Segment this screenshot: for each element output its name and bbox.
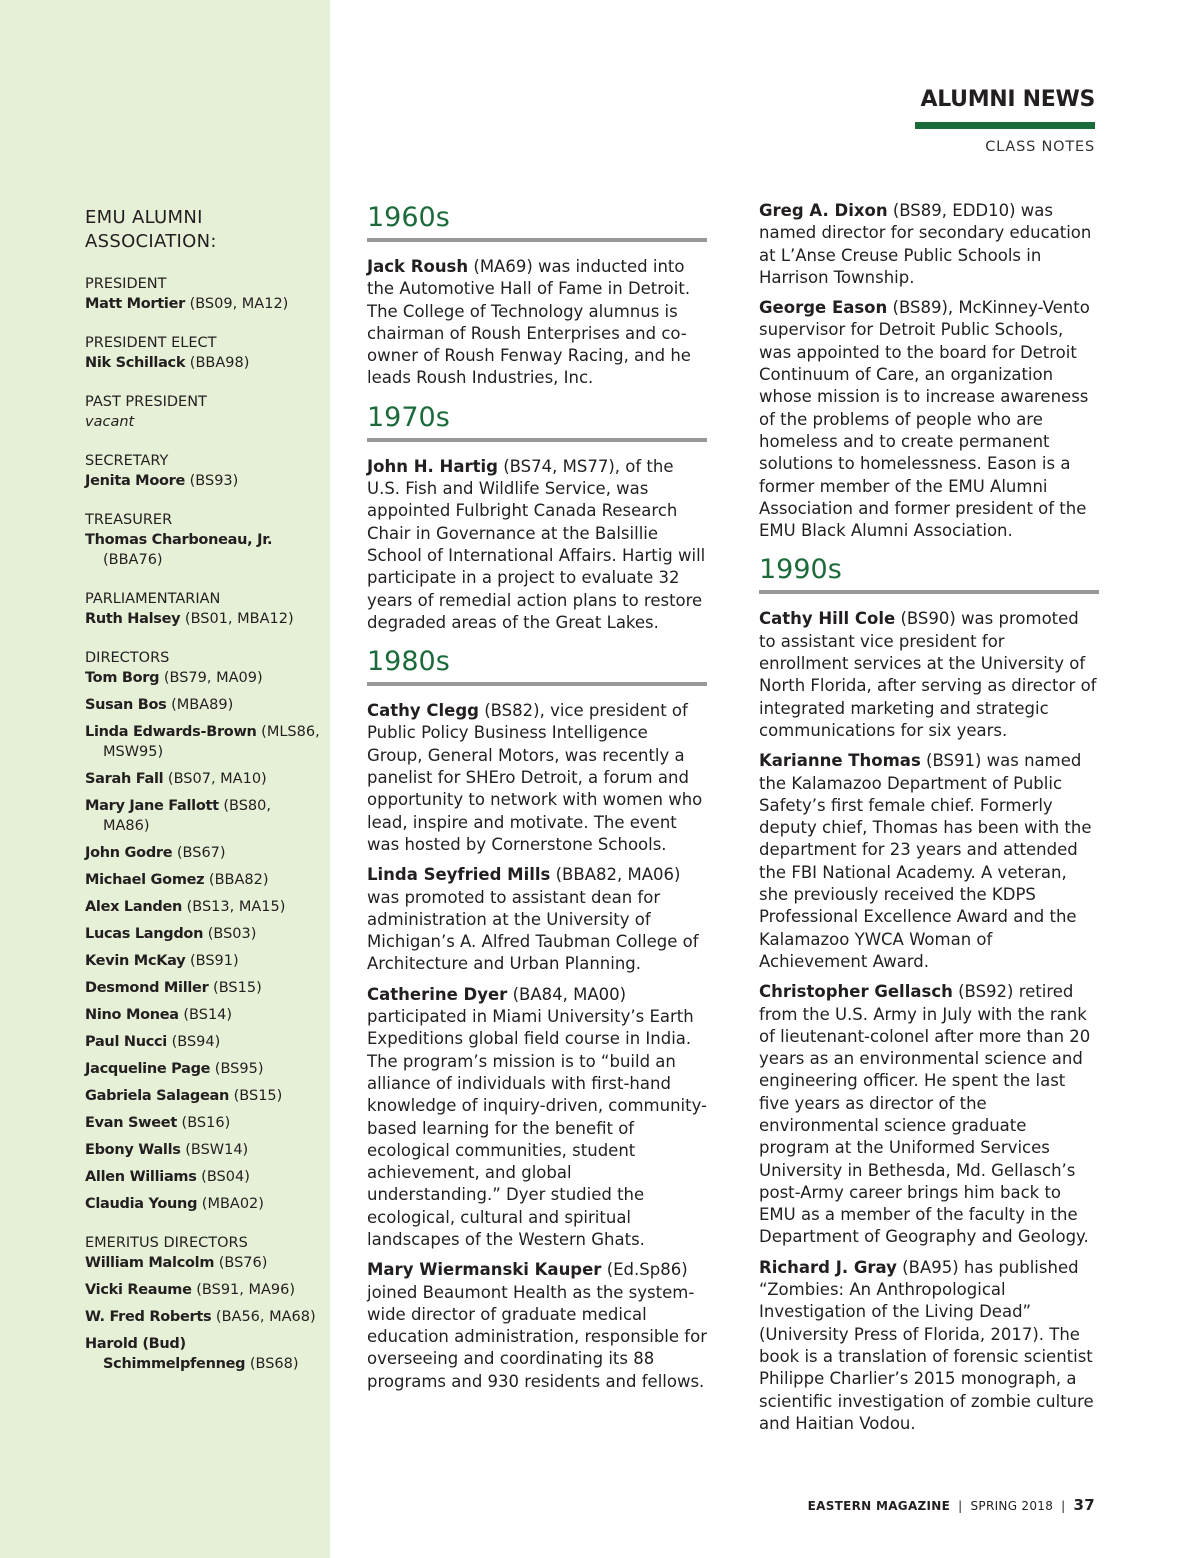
- title-underline: [915, 122, 1095, 129]
- masthead: [915, 86, 1095, 155]
- footer-separator: |: [958, 1499, 963, 1513]
- member-degrees: (BS15): [208, 980, 262, 996]
- officer-groups: [85, 274, 321, 1374]
- officer-entry: [85, 951, 321, 971]
- alumnus-name: Cathy Hill Cole: [759, 609, 896, 629]
- note-text: (BA84, MA00) participated in Miami University’s Earth Expeditions global field course in India. The program’s mission is to “build an alliance of individuals with first-hand knowledge of inquiry-driven, community-based learning for the benefit of ecological communities, student achievement, and global understanding.” Dyer studied the ecological, cultural and spiritual landscapes of the Western Ghats.: [367, 984, 708, 1249]
- officer-role: PARLIAMENTARIAN: [85, 591, 221, 607]
- member-degrees: (BS76): [214, 1255, 268, 1271]
- officer-entry: [85, 1307, 321, 1327]
- alumnus-name: Jack Roush: [367, 257, 469, 276]
- member-degrees: (BS13, MA15): [182, 899, 286, 915]
- decade-heading: 1970s: [367, 400, 707, 442]
- officer-entry: [85, 722, 321, 762]
- officer-group: [85, 1233, 321, 1374]
- officer-entry: [85, 1059, 321, 1079]
- member-name: Michael Gomez: [85, 872, 205, 888]
- member-name: Claudia Young: [85, 1196, 198, 1212]
- alumnus-name: Mary Wiermanski Kauper: [367, 1260, 602, 1280]
- class-note: [759, 1257, 1099, 1435]
- class-note: [367, 456, 707, 634]
- member-degrees: (BS09, MA12): [184, 296, 289, 312]
- decade-section: [759, 200, 1099, 542]
- member-name: Vicki Reaume: [85, 1282, 192, 1298]
- decade-heading: 1960s: [367, 200, 707, 242]
- class-note: [367, 984, 707, 1252]
- member-degrees: (BS95): [210, 1061, 264, 1077]
- member-degrees: (BS01, MBA12): [180, 611, 294, 627]
- officer-entry: [85, 695, 321, 715]
- officer-entry: [85, 843, 321, 863]
- class-note: [759, 750, 1099, 973]
- officer-entry: [85, 1167, 321, 1187]
- magazine-name: EASTERN MAGAZINE: [807, 1499, 951, 1513]
- member-degrees: (BS03): [203, 926, 257, 942]
- officer-role: EMERITUS DIRECTORS: [85, 1235, 248, 1251]
- alumnus-name: George Eason: [759, 298, 888, 318]
- officer-group: [85, 274, 321, 314]
- member-name: Evan Sweet: [85, 1115, 177, 1131]
- member-name: Harold (Bud) Schimmelpfenneg: [85, 1336, 246, 1372]
- class-note: [759, 297, 1099, 542]
- member-name: Gabriela Salagean: [85, 1088, 230, 1104]
- class-note: [367, 1259, 707, 1393]
- note-text: (BA95) has published “Zombies: An Anthropological Investigation of the Living Dead” (University Press of Florida, 2017). The book is a translation of forensic scientist Philippe Charlier’s 2015 monograph, a scientific investigation of zombie culture and Haitian Vodou.: [759, 1257, 1094, 1433]
- member-degrees: (BS91): [185, 953, 239, 969]
- officer-group: [85, 510, 321, 570]
- member-name: Kevin McKay: [85, 953, 186, 969]
- officer-entry: [85, 1086, 321, 1106]
- officer-entry: [85, 530, 321, 570]
- alumnus-name: Greg A. Dixon: [759, 201, 888, 220]
- officer-role: PAST PRESIDENT: [85, 394, 207, 410]
- member-name: Jenita Moore: [85, 473, 186, 489]
- page-number: 37: [1073, 1496, 1095, 1514]
- officer-entry: [85, 1140, 321, 1160]
- member-name: Paul Nucci: [85, 1034, 167, 1050]
- alumnus-name: Christopher Gellasch: [759, 982, 953, 1002]
- decade-heading: 1990s: [759, 552, 1099, 594]
- member-degrees: (BS91, MA96): [191, 1282, 296, 1298]
- officer-group: [85, 648, 321, 1214]
- officer-entry: [85, 1280, 321, 1300]
- member-degrees: (MBA89): [166, 697, 234, 713]
- class-note: [759, 981, 1099, 1249]
- officer-entry: [85, 897, 321, 917]
- officer-entry: [85, 294, 321, 314]
- member-degrees: (BS16): [176, 1115, 231, 1131]
- officer-entry: [85, 1113, 321, 1133]
- officer-entry: [85, 353, 321, 373]
- member-name: Lucas Langdon: [85, 926, 204, 942]
- footer-separator: |: [1061, 1499, 1066, 1513]
- member-name: Jacqueline Page: [85, 1061, 211, 1077]
- member-degrees: (BS14): [178, 1007, 233, 1023]
- member-name: Matt Mortier: [85, 296, 185, 312]
- member-name: Susan Bos: [85, 697, 167, 713]
- member-name: Tom Borg: [85, 670, 160, 686]
- section-title: ALUMNI NEWS: [920, 87, 1095, 112]
- officer-entry: [85, 471, 321, 491]
- officer-entry: [85, 769, 321, 789]
- decade-section: [759, 552, 1099, 1435]
- member-degrees: (BBA82): [204, 872, 269, 888]
- decade-section: [367, 400, 707, 634]
- sidebar: [0, 0, 330, 1558]
- officer-group: [85, 333, 321, 373]
- association-heading: EMU ALUMNI ASSOCIATION:: [85, 207, 217, 252]
- note-text: (BS90) was promoted to assistant vice president for enrollment services at the University of North Florida, after serving as director of integrated marketing and strategic communications for six years.: [759, 609, 1097, 740]
- officer-entry: [85, 668, 321, 688]
- officer-entry: [85, 870, 321, 890]
- officer-entry: [85, 609, 321, 629]
- note-text: (MA69) was inducted into the Automotive Hall of Fame in Detroit. The College of Technology alumnus is chairman of Roush Enterprises and co-owner of Roush Fenway Racing, and he leads Roush Industries, Inc.: [367, 257, 691, 388]
- page-footer: [808, 1496, 1095, 1514]
- alumnus-name: Cathy Clegg: [367, 701, 479, 721]
- class-note: [367, 864, 707, 975]
- alumnus-name: Richard J. Gray: [759, 1257, 897, 1277]
- note-text: (BS74, MS77), of the U.S. Fish and Wildlife Service, was appointed Fulbright Canada Research Chair in Governance at the Balsillie School of International Affairs. Hartig will participate in a project to evaluate 32 years of remedial action plans to restore degraded areas of the Great Lakes.: [367, 456, 706, 632]
- member-name: Linda Edwards-Brown: [85, 724, 257, 740]
- officer-entry: [85, 924, 321, 944]
- note-text: (BBA82, MA06) was promoted to assistant dean for administration at the University of Michigan’s A. Alfred Taubman College of Architecture and Urban Planning.: [367, 865, 699, 974]
- decade-heading: 1980s: [367, 644, 707, 686]
- member-degrees: (BS04): [196, 1169, 250, 1185]
- member-name: Ebony Walls: [85, 1142, 181, 1158]
- officer-entry: [85, 796, 321, 836]
- member-name: Desmond Miller: [85, 980, 209, 996]
- member-degrees: (BS94): [166, 1034, 221, 1050]
- member-degrees: (BS68): [245, 1356, 299, 1372]
- officer-role: SECRETARY: [85, 453, 169, 469]
- note-text: (Ed.Sp86) joined Beaumont Health as the system-wide director of graduate medical education administration, responsible for overseeing and coordinating its 88 programs and 930 residents and fellows.: [367, 1260, 707, 1391]
- note-text: (BS89, EDD10) was named director for secondary education at L’Anse Creuse Public Schools in Harrison Township.: [759, 201, 1092, 287]
- officer-entry: [85, 1005, 321, 1025]
- member-degrees: vacant: [85, 414, 135, 430]
- member-name: William Malcolm: [85, 1255, 215, 1271]
- officer-group: [85, 451, 321, 491]
- officer-role: DIRECTORS: [85, 650, 170, 666]
- officer-entry: [85, 1334, 321, 1374]
- class-notes-column-2: [759, 200, 1099, 1445]
- class-note: [367, 256, 707, 390]
- officer-role: PRESIDENT ELECT: [85, 335, 217, 351]
- alumnus-name: Catherine Dyer: [367, 984, 508, 1004]
- member-name: Alex Landen: [85, 899, 183, 915]
- alumnus-name: John H. Hartig: [367, 456, 498, 476]
- section-subtitle: CLASS NOTES: [985, 139, 1095, 155]
- officer-entry: [85, 1032, 321, 1052]
- member-degrees: (BS67): [172, 845, 226, 861]
- member-degrees: (BS93): [185, 473, 239, 489]
- member-name: W. Fred Roberts: [85, 1309, 212, 1325]
- officer-role: PRESIDENT: [85, 276, 167, 292]
- note-text: (BS82), vice president of Public Policy Business Intelligence Group, General Motors, was recently a panelist for SHEro Detroit, a forum and opportunity to network with women who lead, inspire and motivate. The event was hosted by Cornerstone Schools.: [367, 701, 703, 854]
- alumnus-name: Karianne Thomas: [759, 751, 921, 771]
- officer-role: TREASURER: [85, 512, 173, 528]
- member-name: Thomas Charboneau, Jr.: [85, 532, 273, 548]
- class-notes-column-1: [367, 200, 707, 1403]
- officer-entry: [85, 978, 321, 998]
- class-note: [759, 200, 1099, 289]
- member-degrees: (MLS86, MSW95): [103, 724, 320, 760]
- officer-group: [85, 589, 321, 629]
- note-text: (BS91) was named the Kalamazoo Department of Public Safety’s first female chief. Formerly deputy chief, Thomas has been with the department for 23 years and attended the FBI National Academy. A veteran, she previously received the KDPS Professional Excellence Award and the Kalamazoo YWCA Woman of Achievement Award.: [759, 751, 1092, 971]
- member-degrees: (BS79, MA09): [159, 670, 263, 686]
- decade-section: [367, 200, 707, 390]
- decade-section: [367, 644, 707, 1393]
- member-degrees: (BSW14): [180, 1142, 249, 1158]
- class-note: [759, 608, 1099, 742]
- member-degrees: (BA56, MA68): [211, 1309, 316, 1325]
- member-name: John Godre: [85, 845, 173, 861]
- member-name: Nik Schillack: [85, 355, 186, 371]
- member-degrees: (BS07, MA10): [163, 771, 267, 787]
- member-name: Ruth Halsey: [85, 611, 181, 627]
- officer-entry: [85, 412, 321, 432]
- issue-label: SPRING 2018: [970, 1499, 1054, 1513]
- sidebar-content: [85, 206, 321, 1393]
- alumnus-name: Linda Seyfried Mills: [367, 865, 551, 885]
- member-degrees: (BS15): [229, 1088, 283, 1104]
- member-name: Sarah Fall: [85, 771, 164, 787]
- class-note: [367, 700, 707, 856]
- member-degrees: (MBA02): [197, 1196, 264, 1212]
- member-degrees: (BBA76): [103, 552, 163, 568]
- member-degrees: (BS80, MA86): [103, 798, 271, 834]
- officer-entry: [85, 1253, 321, 1273]
- member-name: Allen Williams: [85, 1169, 197, 1185]
- officer-group: [85, 392, 321, 432]
- member-name: Nino Monea: [85, 1007, 179, 1023]
- member-name: Mary Jane Fallott: [85, 798, 219, 814]
- note-text: (BS92) retired from the U.S. Army in July with the rank of lieutenant-colonel after more than 20 years as an environmental science and engineering officer. He spent the last five years as director of the environmental science graduate program at the Uniformed Services University in Bethesda, Md. Gellasch’s post-Army career brings him back to EMU as a member of the faculty in the Department of Geography and Geology.: [759, 982, 1091, 1247]
- officer-entry: [85, 1194, 321, 1214]
- note-text: (BS89), McKinney-Vento supervisor for Detroit Public Schools, was appointed to the board for Detroit Continuum of Care, an organization whose mission is to increase awareness of the problems of people who are homeless and to create permanent solutions to homelessness. Eason is a former member of the EMU Alumni Association and former president of the EMU Black Alumni Association.: [759, 298, 1090, 541]
- member-degrees: (BBA98): [185, 355, 250, 371]
